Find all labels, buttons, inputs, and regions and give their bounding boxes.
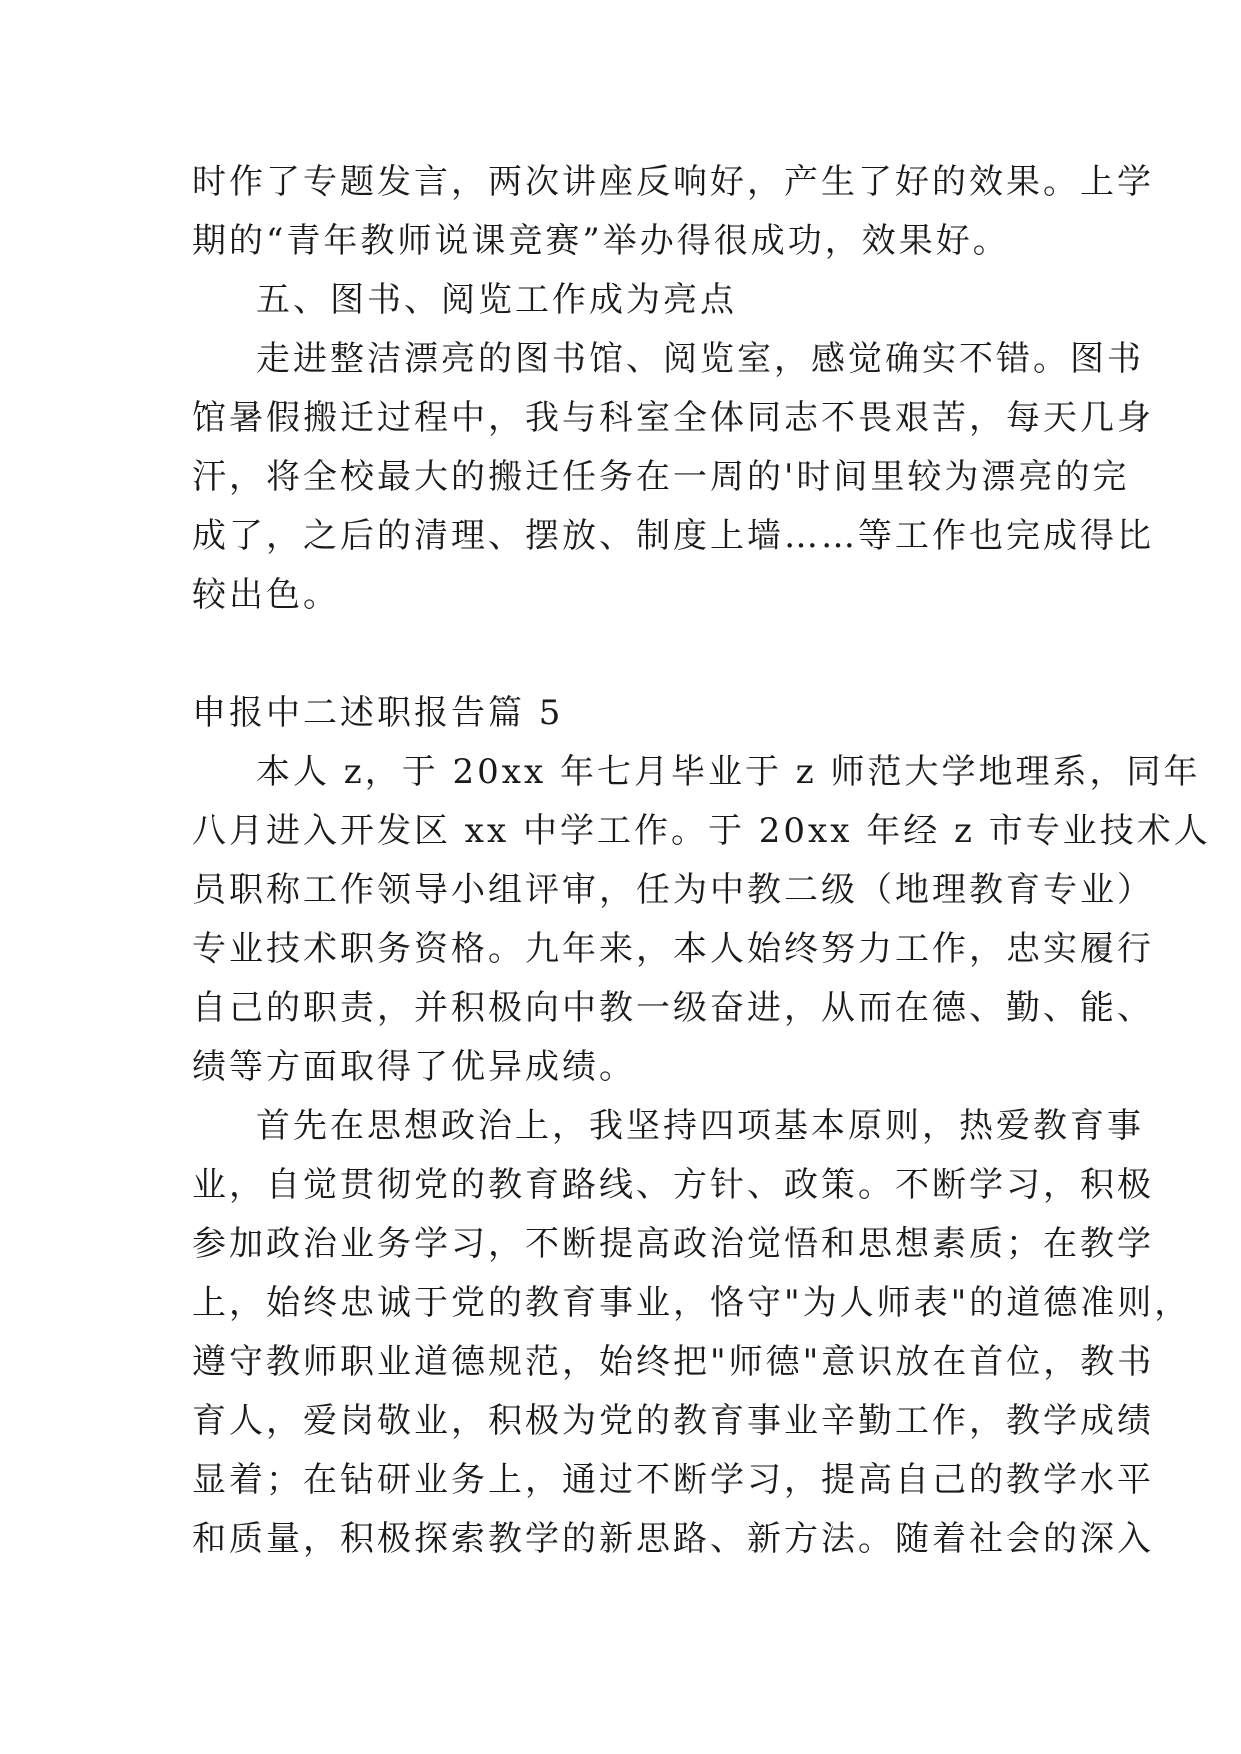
paragraph-line: 上，始终忠诚于党的教育事业，恪守"为人师表"的道德准则， [192, 1283, 1192, 1323]
paragraph-line: 馆暑假搬迁过程中，我与科室全体同志不畏艰苦，每天几身 [192, 398, 1154, 438]
paragraph-line: 时作了专题发言，两次讲座反响好，产生了好的效果。上学 [192, 162, 1154, 202]
paragraph-line: 遵守教师职业道德规范，始终把"师德"意识放在首位，教书 [192, 1342, 1155, 1382]
document-title: 申报中二述职报告篇 5 [192, 693, 564, 733]
paragraph-line: 较出色。 [192, 575, 340, 615]
paragraph-line: 显着；在钻研业务上，通过不断学习，提高自己的教学水平 [192, 1460, 1154, 1500]
paragraph-line: 绩等方面取得了优异成绩。 [192, 1047, 636, 1087]
paragraph-line: 育人，爱岗敬业，积极为党的教育事业辛勤工作，教学成绩 [192, 1401, 1154, 1441]
section-heading: 五、图书、阅览工作成为亮点 [256, 280, 737, 320]
paragraph-line: 员职称工作领导小组评审，任为中教二级（地理教育专业） [192, 870, 1154, 910]
paragraph-line: 专业技术职务资格。九年来，本人始终努力工作，忠实履行 [192, 929, 1154, 969]
paragraph-line: 汗，将全校最大的搬迁任务在一周的'时间里较为漂亮的完 [192, 457, 1130, 497]
paragraph-line: 走进整洁漂亮的图书馆、阅览室，感觉确实不错。图书 [256, 339, 1144, 379]
paragraph-line: 自己的职责，并积极向中教一级奋进，从而在德、勤、能、 [192, 988, 1154, 1028]
paragraph-line: 期的“青年教师说课竞赛”举办得很成功，效果好。 [192, 221, 1010, 261]
paragraph-line: 本人 z，于 20xx 年七月毕业于 z 师范大学地理系，同年 [256, 752, 1201, 792]
paragraph-line: 参加政治业务学习，不断提高政治觉悟和思想素质；在教学 [192, 1224, 1154, 1264]
paragraph-line: 八月进入开发区 xx 中学工作。于 20xx 年经 z 市专业技术人 [192, 811, 1211, 851]
paragraph-line: 和质量，积极探索教学的新思路、新方法。随着社会的深入 [192, 1519, 1154, 1559]
paragraph-line: 业，自觉贯彻党的教育路线、方针、政策。不断学习，积极 [192, 1165, 1154, 1205]
paragraph-line: 首先在思想政治上，我坚持四项基本原则，热爱教育事 [256, 1106, 1144, 1146]
paragraph-line: 成了，之后的清理、摆放、制度上墙……等工作也完成得比 [192, 516, 1154, 556]
